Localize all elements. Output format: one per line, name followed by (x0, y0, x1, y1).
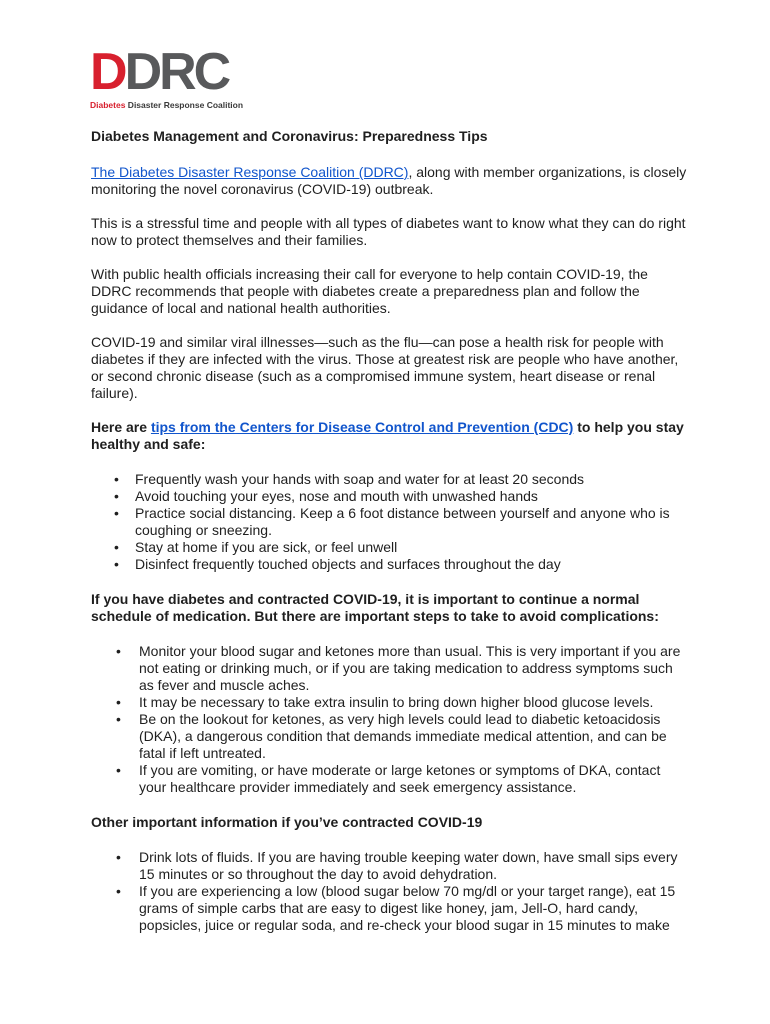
cdc-link[interactable]: tips from the Centers for Disease Control and Prevention (CDC) (150, 419, 574, 435)
ddrc-link[interactable]: The Diabetes Disaster Response Coalition (DDRC) (91, 164, 409, 180)
paragraph: COVID-19 and similar viral illnesses—such as the flu—can pose a health risk for people with diabetes if they are infected with the virus. Those at greatest risk are people who have another, or second chronic disease (such as a compromised immune system, heart disease or renal failure). (91, 334, 679, 401)
list-item: • Drink lots of fluids. If you are having trouble keeping water down, have small sips every 15 minutes or so throughout the day to avoid dehydration. (139, 849, 689, 883)
logo-tagline-red: Diabetes (90, 100, 126, 110)
logo-mark (90, 43, 258, 101)
logo-tagline-rest: Disaster Response Coalition (125, 100, 244, 110)
cdc-heading-suffix: to help you stay healthy and safe: (91, 419, 684, 452)
other-section-heading: Other important information if you’ve contracted COVID-19 (91, 814, 483, 830)
logo-mark-gray: DRC (124, 43, 229, 101)
list-item: • Practice social distancing. Keep a 6 foot distance between yourself and anyone who is coughing or sneezing. (135, 505, 689, 539)
list-item: • Be on the lookout for ketones, as very high levels could lead to diabetic ketoacidosis (DKA), a dangerous condition that demands immediate medical attention, and can be fatal if left untreated. (139, 711, 689, 762)
list-item: • Frequently wash your hands with soap and water for at least 20 seconds (135, 471, 689, 488)
cdc-tips-list (91, 471, 689, 573)
cdc-heading (91, 419, 689, 453)
other-info-list (91, 849, 689, 934)
list-item: • If you are experiencing a low (blood sugar below 70 mg/dl or your target range), eat 15 grams of simple carbs that are easy to digest like honey, jam, Jell-O, hard candy, popsicles, juice or regular soda, and re-check your blood sugar in 15 minutes to make (139, 883, 689, 934)
intro-paragraph (91, 164, 689, 198)
list-item: • It may be necessary to take extra insulin to bring down higher blood glucose levels. (139, 694, 689, 711)
diabetes-section-heading: If you have diabetes and contracted COVID-19, it is important to continue a normal schedule of medication. But there are important steps to take to avoid complications: (91, 591, 659, 624)
paragraph: With public health officials increasing their call for everyone to help contain COVID-19, the DDRC recommends that people with diabetes create a preparedness plan and follow the guidance of local and national health authorities. (91, 266, 648, 316)
intro-text: , along with member organizations, is closely monitoring the novel coronavirus (COVID-19) outbreak. (91, 164, 687, 197)
document-body (91, 128, 689, 934)
diabetes-steps-list (91, 643, 689, 796)
page-title: Diabetes Management and Coronavirus: Preparedness Tips (91, 128, 488, 144)
list-item: • Monitor your blood sugar and ketones more than usual. This is very important if you are not eating or drinking much, or if you are taking medication to address symptoms such as fever and muscle aches. (139, 643, 689, 694)
ddrc-logo (90, 43, 258, 114)
list-item: • Avoid touching your eyes, nose and mouth with unwashed hands (135, 488, 689, 505)
paragraph: This is a stressful time and people with all types of diabetes want to know what they can do right now to protect themselves and their families. (91, 215, 686, 248)
logo-tagline (90, 100, 258, 110)
list-item: • If you are vomiting, or have moderate or large ketones or symptoms of DKA, contact your healthcare provider immediately and seek emergency assistance. (139, 762, 689, 796)
logo-mark-red: D (90, 43, 125, 101)
list-item: • Disinfect frequently touched objects and surfaces throughout the day (135, 556, 689, 573)
cdc-heading-prefix: Here are (91, 419, 151, 435)
list-item: • Stay at home if you are sick, or feel unwell (135, 539, 689, 556)
